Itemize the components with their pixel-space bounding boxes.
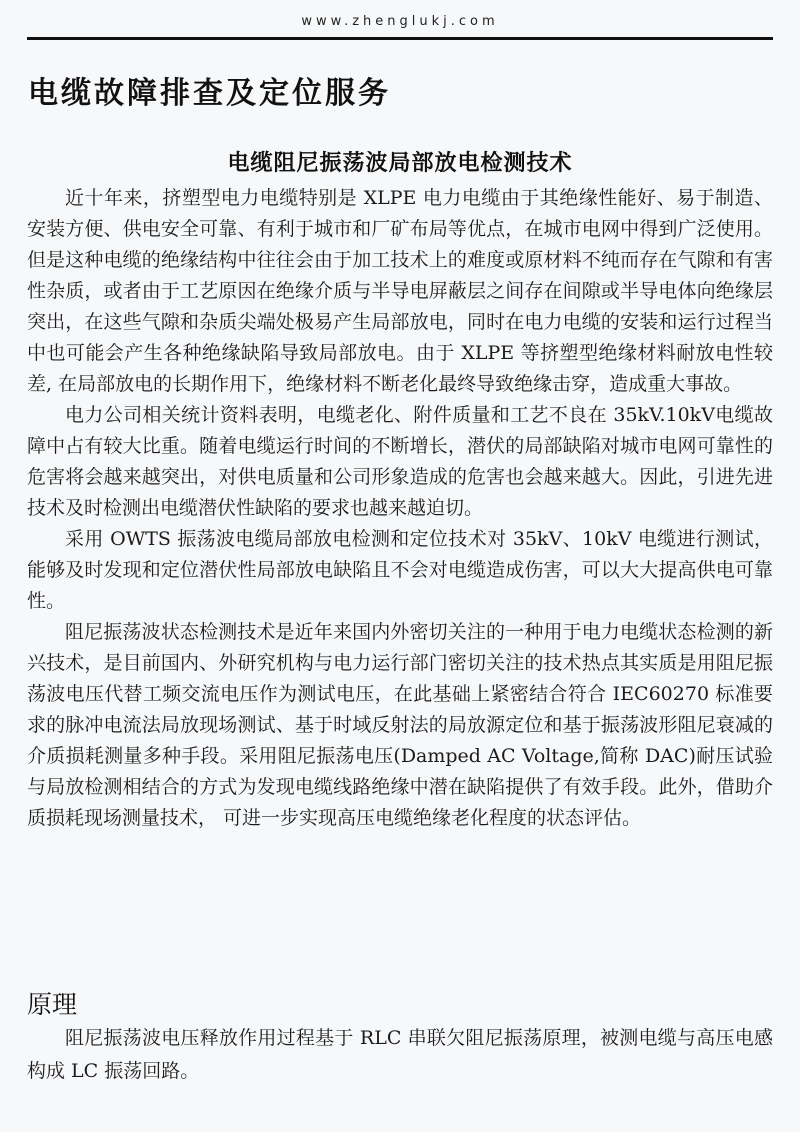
header-divider — [27, 37, 773, 40]
paragraph: 近十年来，挤塑型电力电缆特别是 XLPE 电力电缆由于其绝缘性能好、易于制造、安装方便、供电安全可靠、有利于城市和厂矿布局等优点，在城市电网中得到广泛使用。但是这种电缆的绝缘结构中往往会由于加工技术上的难度或原材料不纯而存在气隙和有害性杂质，或者由于工艺原因在绝缘介质与半导电屏蔽层之间存在间隙或半导电体向绝缘层突出，在这些气隙和杂质尖端处极易产生局部放电，同时在电力电缆的安装和运行过程当中也可能会产生各种绝缘缺陷导致局部放电。由于 XLPE 等挤塑型绝缘材料耐放电性较差, 在局部放电的长期作用下，绝缘材料不断老化最终导致绝缘击穿，造成重大事故。 — [27, 187, 773, 395]
page-title: 电缆故障排查及定位服务 — [28, 76, 391, 111]
principle-body — [27, 1022, 773, 1088]
article-body — [27, 183, 773, 834]
paragraph: 电力公司相关统计资料表明，电缆老化、附件质量和工艺不良在 35kV.10kV电缆故障中占有较大比重。随着电缆运行时间的不断增长，潜伏的局部缺陷对城市电网可靠性的危害将会越来越突出，对供电质量和公司形象造成的危害也会越来越大。因此，引进先进技术及时检测出电缆潜伏性缺陷的要求也越来越迫切。 — [27, 404, 773, 519]
article-title: 电缆阻尼振荡波局部放电检测技术 — [227, 150, 573, 176]
paragraph: 采用 OWTS 振荡波电缆局部放电检测和定位技术对 35kV、10kV 电缆进行测试，能够及时发现和定位潜伏性局部放电缺陷且不会对电缆造成伤害，可以大大提高供电可靠性。 — [27, 528, 773, 612]
paragraph: 阻尼振荡波电压释放作用过程基于 RLC 串联欠阻尼振荡原理，被测电缆与高压电感构成 LC 振荡回路。 — [27, 1027, 773, 1082]
section-heading-principle: 原理 — [27, 990, 78, 1019]
paragraph: 阻尼振荡波状态检测技术是近年来国内外密切关注的一种用于电力电缆状态检测的新兴技术，是目前国内、外研究机构与电力运行部门密切关注的技术热点其实质是用阻尼振荡波电压代替工频交流电压作为测试电压，在此基础上紧密结合符合 IEC60270 标准要求的脉冲电流法局放现场测试、基于时域反射法的局放源定位和基于振荡波形阻尼衰减的介质损耗测量多种手段。采用阻尼振荡电压(Damped AC Voltage,简称 DAC)耐压试验与局放检测相结合的方式为发现电缆线路绝缘中潜在缺陷提供了有效手段。此外，借助介质损耗现场测量技术， 可进一步实现高压电缆绝缘老化程度的状态评估。 — [27, 621, 773, 829]
header-url: www.zhenglukj.com — [301, 14, 499, 29]
